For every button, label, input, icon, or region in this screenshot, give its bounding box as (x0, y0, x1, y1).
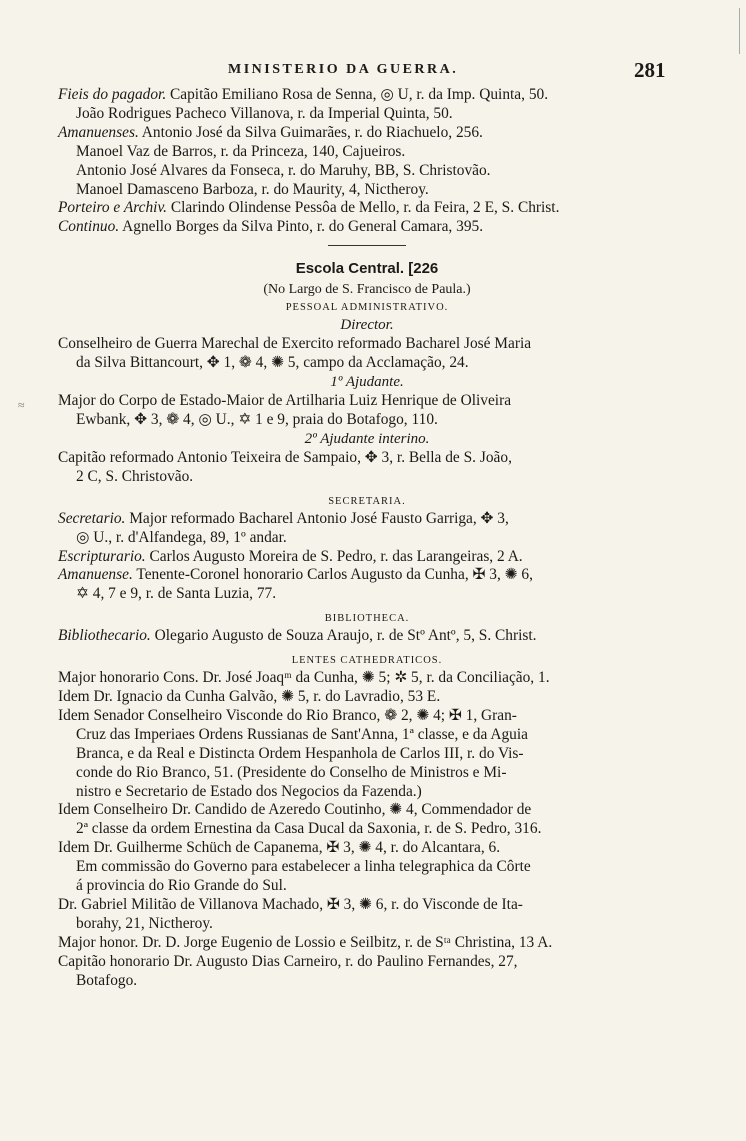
lente-entry-line: Idem Dr. Guilherme Schüch de Capanema, ✠ 3, ✺ 4, r. do Alcantara, 6. (58, 839, 501, 857)
role-label: 2º Ajudante interino. (304, 430, 430, 447)
running-title: MINISTERIO DA GUERRA. (228, 62, 459, 77)
entry-text: Clarindo Olindense Pessôa de Mello, r. da Feira, 2 E, S. Christ. (167, 199, 560, 217)
lente-entry-line: Capitão honorario Dr. Augusto Dias Carneiro, r. do Paulino Fernandes, 27, (58, 952, 518, 970)
entry-text: Tenente-Coronel honorario Carlos Augusto da Cunha, ✠ 3, ✺ 6, (132, 566, 533, 584)
lente-entry-line: Idem Dr. Ignacio da Cunha Galvão, ✺ 5, r. do Lavradio, 53 E. (58, 688, 441, 706)
entry-line (58, 162, 676, 181)
entry-line (58, 585, 676, 604)
lente-entry-line: conde do Rio Branco, 51. (Presidente do Conselho de Ministros e Mi- (76, 763, 507, 781)
entry-line: Ewbank, ✥ 3, ❁ 4, ◎ U., ✡ 1 e 9, praia do Botafogo, 110. (76, 410, 438, 428)
entry-line: Major do Corpo de Estado-Maior de Artilharia Luiz Henrique de Oliveira (58, 392, 512, 410)
lente-entry-line: 2ª classe da ordem Ernestina da Casa Ducal da Saxonia, r. de S. Pedro, 316. (76, 820, 542, 838)
entry-text: Agnello Borges da Silva Pinto, r. do General Camara, 395. (119, 218, 484, 236)
entry-text: Capitão Emiliano Rosa de Senna, ◎ U, r. da Imp. Quinta, 50. (166, 86, 549, 103)
entry-line (58, 199, 676, 218)
lente-entry-line: nistro e Secretario de Estado dos Negocios da Fazenda.) (76, 782, 422, 800)
entry-label: Continuo. (58, 218, 120, 236)
margin-mark: ≈ (18, 398, 25, 412)
entry-text: ◎ U., r. d'Alfandega, 89, 1º andar. (76, 528, 287, 546)
entry-line (58, 86, 676, 105)
lente-entry-line: Botafogo. (76, 971, 138, 989)
entry-label: Amanuenses. (58, 123, 139, 141)
entry-text: Antonio José da Silva Guimarães, r. do Riachuelo, 256. (138, 123, 483, 141)
entry-text: Manoel Damasceno Barboza, r. do Maurity, 4, Nictheroy. (76, 180, 429, 198)
entry-text: Antonio José Alvares da Fonseca, r. do Maruhy, BB, S. Christovão. (76, 161, 491, 179)
lente-entry-line: á provincia do Rio Grande do Sul. (76, 877, 287, 895)
entry-line (58, 105, 676, 124)
entry-line (58, 529, 676, 548)
entry-label: Bibliothecario. (58, 627, 151, 645)
section-title: Escola Central. [226 (295, 260, 439, 278)
entry-line (58, 566, 676, 585)
lente-entry-line: Dr. Gabriel Militão de Villanova Machado, ✠ 3, ✺ 6, r. do Visconde de Ita- (58, 896, 523, 913)
lente-entry-line: borahy, 21, Nictheroy. (76, 914, 213, 932)
lente-entry-line: Em commissão do Governo para estabelecer a linha telegraphica da Côrte (76, 858, 531, 876)
entry-text: Olegario Augusto de Souza Araujo, r. de Stº Antº, 5, S. Christ. (150, 627, 537, 645)
page-edge-mark (733, 8, 740, 54)
subsection-heading: PESSOAL ADMINISTRATIVO. (285, 302, 449, 314)
entry-label: Fieis do pagador. (58, 86, 167, 103)
entry-text: João Rodrigues Pacheco Villanova, r. da Imperial Quinta, 50. (76, 104, 453, 122)
subsection-heading: SECRETARIA. (328, 495, 406, 507)
entry-text: ✡ 4, 7 e 9, r. de Santa Luzia, 77. (76, 585, 277, 603)
lente-entry-line: Idem Senador Conselheiro Visconde do Rio Branco, ❁ 2, ✺ 4; ✠ 1, Gran- (58, 706, 517, 724)
entry-text: Carlos Augusto Moreira de S. Pedro, r. das Larangeiras, 2 A. (145, 547, 523, 565)
entry-line: 2 C, S. Christovão. (76, 467, 194, 485)
page-number: 281 (634, 58, 666, 82)
lente-entry-line: Idem Conselheiro Dr. Candido de Azeredo Coutinho, ✺ 4, Commendador de (58, 801, 532, 819)
entry-line: Conselheiro de Guerra Marechal de Exercito reformado Bacharel José Maria (58, 335, 532, 353)
entry-line (58, 548, 676, 567)
page-header (0, 58, 746, 88)
entry-label: Escripturario. (58, 547, 146, 565)
entry-text: Manoel Vaz de Barros, r. da Princeza, 140, Cajueiros. (76, 142, 406, 160)
entry-line (58, 181, 676, 200)
page-content (58, 86, 676, 991)
entry-label: Secretario. (58, 509, 126, 527)
entry-line (58, 627, 676, 646)
entry-line (58, 218, 676, 237)
entry-label: Amanuense. (58, 566, 133, 584)
section-location: (No Largo de S. Francisco de Paula.) (263, 282, 471, 298)
lente-entry-line: Major honor. Dr. D. Jorge Eugenio de Lossio e Seilbitz, r. de Sᵗᵃ Christina, 13 A. (58, 933, 553, 951)
entry-text: Major reformado Bacharel Antonio José Fausto Garriga, ✥ 3, (125, 509, 509, 527)
role-label: Director. (340, 317, 394, 334)
section-rule (328, 245, 406, 246)
entry-line: da Silva Bittancourt, ✥ 1, ❁ 4, ✺ 5, campo da Acclamação, 24. (76, 354, 469, 372)
lentes-list (58, 669, 676, 990)
lente-entry-line: Cruz das Imperiaes Ordens Russianas de Sant'Anna, 1ª classe, e da Aguia (76, 725, 528, 743)
lente-entry-line: Major honorario Cons. Dr. José Joaqᵐ da Cunha, ✺ 5; ✲ 5, r. da Conciliação, 1. (58, 669, 550, 687)
entry-label: Porteiro e Archiv. (58, 199, 167, 217)
subsection-heading: BIBLIOTHECA. (324, 613, 410, 625)
lente-entry-line: Branca, e da Real e Distincta Ordem Hespanhola de Carlos III, r. do Vis- (76, 744, 524, 762)
entry-line (58, 510, 676, 529)
entry-line (58, 124, 676, 143)
entry-line: Capitão reformado Antonio Teixeira de Sampaio, ✥ 3, r. Bella de S. João, (58, 448, 512, 466)
entry-line (58, 143, 676, 162)
role-label: 1º Ajudante. (330, 374, 404, 391)
subsection-heading: LENTES CATHEDRATICOS. (291, 655, 443, 667)
